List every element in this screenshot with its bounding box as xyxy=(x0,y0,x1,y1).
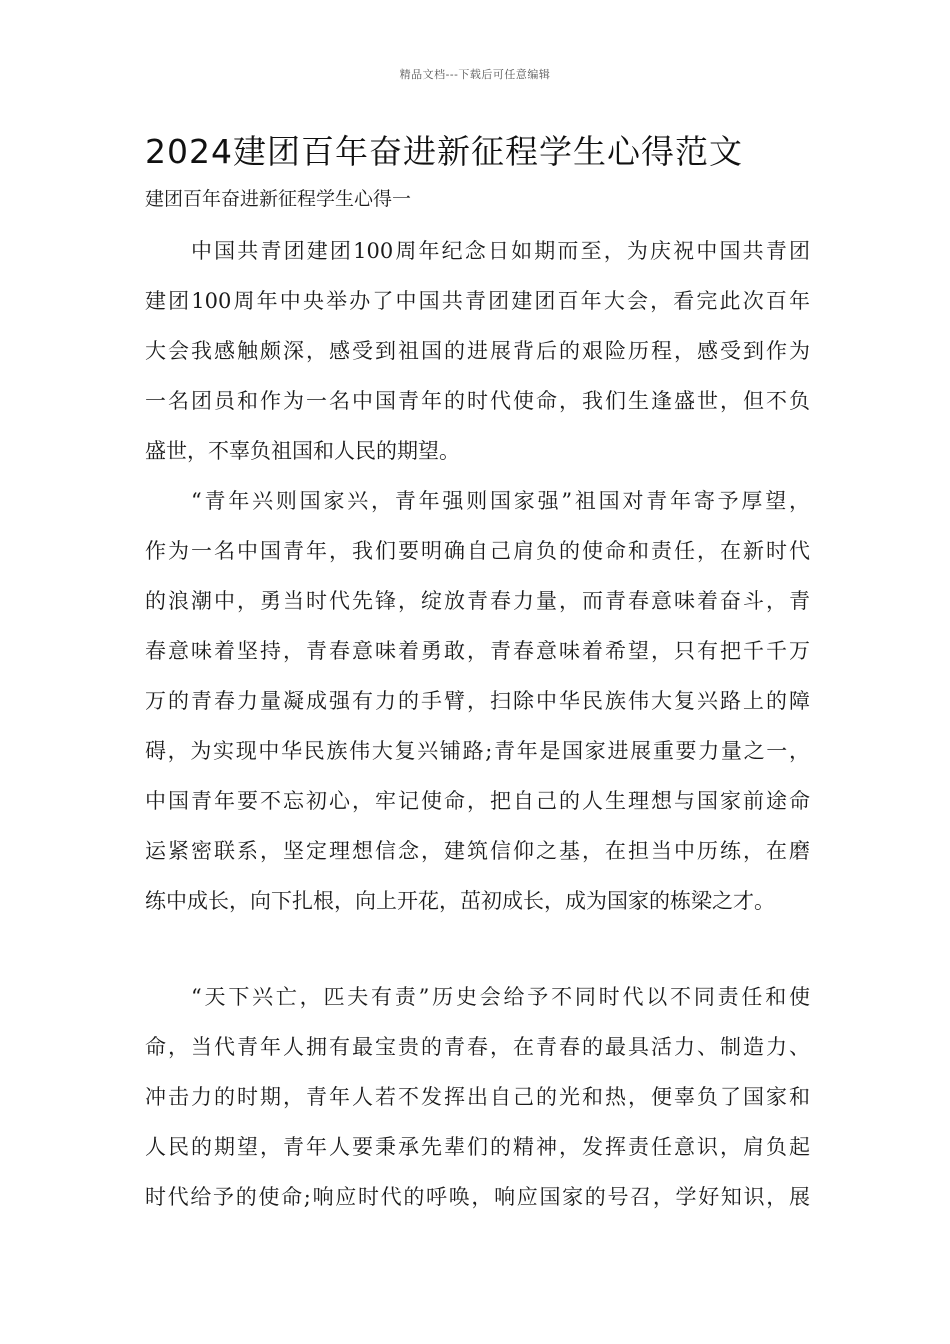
text-line: 大会我感触颇深，感受到祖国的进展背后的艰险历程，感受到作为 xyxy=(145,339,810,363)
document-subtitle: 建团百年奋进新征程学生心得一 xyxy=(145,188,412,210)
text-line: 中国共青团建团100周年纪念日如期而至，为庆祝中国共青团 xyxy=(191,239,810,263)
header-note: 精品文档---下载后可任意编辑 xyxy=(399,68,551,81)
text-line: 春意味着坚持，青春意味着勇敢，青春意味着希望，只有把千千万 xyxy=(145,639,810,663)
text-line: 冲击力的时期，青年人若不发挥出自己的光和热，便辜负了国家和 xyxy=(145,1085,810,1109)
text-line: 时代给予的使命;响应时代的呼唤，响应国家的号召，学好知识，展 xyxy=(145,1185,810,1209)
text-line: 碍，为实现中华民族伟大复兴铺路;青年是国家进展重要力量之一， xyxy=(145,739,810,763)
text-line: 一名团员和作为一名中国青年的时代使命，我们生逢盛世，但不负 xyxy=(145,389,810,413)
paragraph xyxy=(145,476,810,926)
paragraph xyxy=(145,972,810,1222)
text-line: 运紧密联系，坚定理想信念，建筑信仰之基，在担当中历练，在磨 xyxy=(145,839,810,863)
document-title: 2024建团百年奋进新征程学生心得范文 xyxy=(145,132,743,171)
text-line: 中国青年要不忘初心，牢记使命，把自己的人生理想与国家前途命 xyxy=(145,789,810,813)
text-line: 的浪潮中，勇当时代先锋，绽放青春力量，而青春意味着奋斗，青 xyxy=(145,589,810,613)
text-line: 人民的期望，青年人要秉承先辈们的精神，发挥责任意识，肩负起 xyxy=(145,1135,810,1159)
text-line: “天下兴亡，匹夫有责”历史会给予不同时代以不同责任和使 xyxy=(191,985,810,1009)
text-line: 盛世，不辜负祖国和人民的期望。 xyxy=(145,439,460,463)
paragraph-spacer xyxy=(145,926,810,972)
text-line: 作为一名中国青年，我们要明确自己肩负的使命和责任，在新时代 xyxy=(145,539,810,563)
text-line: 建团100周年中央举办了中国共青团建团百年大会，看完此次百年 xyxy=(145,289,810,313)
text-line: 练中成长，向下扎根，向上开花，茁初成长，成为国家的栋梁之才。 xyxy=(145,889,775,913)
text-line: “青年兴则国家兴，青年强则国家强”祖国对青年寄予厚望， xyxy=(191,489,810,513)
text-line: 万的青春力量凝成强有力的手臂，扫除中华民族伟大复兴路上的障 xyxy=(145,689,810,713)
text-line: 命，当代青年人拥有最宝贵的青春，在青春的最具活力、制造力、 xyxy=(145,1035,810,1059)
document-body xyxy=(145,226,810,1222)
paragraph xyxy=(145,226,810,476)
